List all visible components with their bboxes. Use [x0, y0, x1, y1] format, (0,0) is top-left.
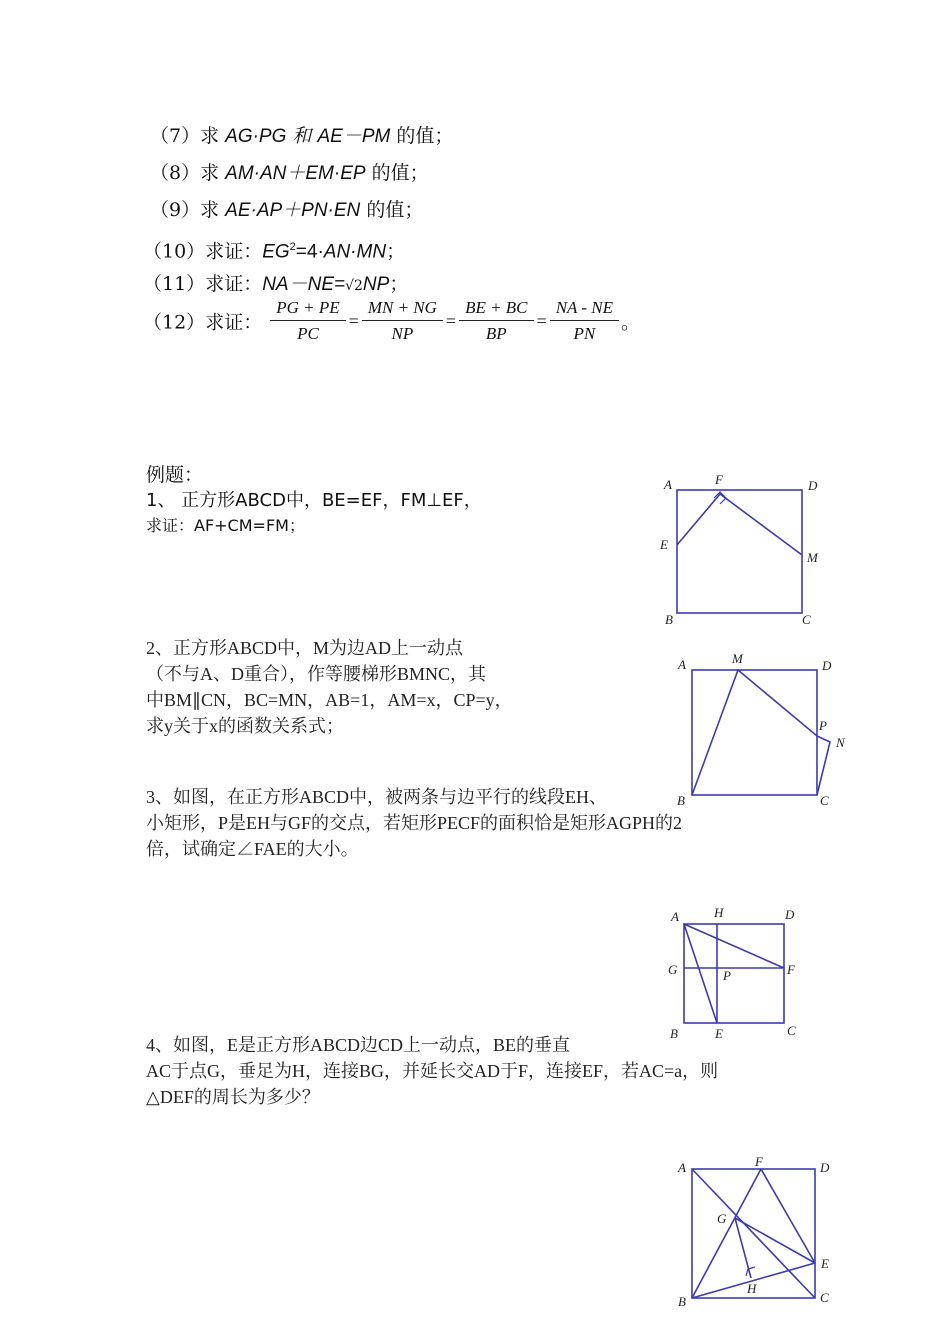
math-expression: NP: [362, 274, 390, 295]
label-h: H: [747, 1281, 757, 1296]
math-expression: =4·: [295, 241, 324, 263]
question-text: 的值；: [360, 199, 424, 221]
math-expression: EG: [262, 241, 290, 263]
math-expression: AG·PG: [225, 126, 287, 147]
question-text: 求: [200, 162, 226, 184]
question-text: 求证：: [205, 240, 263, 263]
math-expression: AM·AN＋EM·EP: [225, 163, 366, 184]
label-f: F: [787, 962, 795, 977]
label-g: G: [668, 962, 678, 977]
fraction-denominator: NP: [391, 324, 414, 343]
problem-4-line: AC于点G，垂足为H，连接BG，并延长交AD于F，连接EF，若AC=a，则: [146, 1061, 719, 1081]
label-d: D: [822, 658, 832, 673]
question-text: ；: [386, 240, 406, 263]
label-c: C: [787, 1023, 796, 1038]
question-12: [143, 298, 640, 344]
question-10: [143, 235, 405, 264]
question-text: 的值；: [390, 125, 454, 147]
sqrt-symbol: √2: [345, 278, 363, 294]
problem-2-line: （不与A、D重合），作等腰梯形BMNC，其: [146, 664, 487, 684]
label-e: E: [715, 1026, 723, 1041]
label-a: A: [678, 1160, 686, 1175]
problem-3-line: 3、如图，在正方形ABCD中，被两条与边平行的线段EH、: [146, 787, 608, 807]
label-g: G: [717, 1211, 727, 1226]
problem-1-line-2: 求证：AF+CM=FM；: [146, 516, 305, 535]
problem-2-line: 2、正方形ABCD中，M为边AD上一动点: [146, 638, 464, 658]
math-expression: AE·AP＋PN·EN: [225, 200, 361, 221]
diagonal-ac: [692, 1169, 815, 1298]
question-number: （8）: [150, 162, 201, 184]
problem-1-line-1: 1、 正方形ABCD中，BE=EF，FM⊥EF，: [146, 490, 482, 511]
label-m: M: [807, 550, 818, 565]
label-p: P: [723, 968, 731, 983]
label-b: B: [678, 1294, 686, 1309]
label-e: E: [821, 1256, 829, 1271]
math-expression: AN·MN: [323, 241, 387, 263]
question-11: [143, 272, 408, 298]
question-text: ；: [389, 273, 409, 295]
label-f: F: [755, 1154, 763, 1169]
fraction-denominator: PC: [297, 324, 319, 343]
fraction-2: [362, 298, 443, 344]
question-text: 求: [200, 125, 226, 147]
label-p: P: [819, 718, 827, 733]
question-8: [150, 161, 429, 186]
superscript: 2: [289, 241, 296, 253]
label-e: E: [660, 537, 668, 552]
label-d: D: [820, 1160, 830, 1175]
label-d: D: [808, 478, 818, 493]
math-expression: AE－PM: [317, 126, 391, 147]
label-b: B: [670, 1026, 678, 1041]
fraction-numerator: BE + BC: [459, 298, 533, 321]
label-c: C: [820, 793, 829, 808]
square-abcd: [692, 670, 817, 795]
examples-heading: 例题：: [146, 464, 204, 486]
label-d: D: [785, 907, 795, 922]
problem-4-line: 4、如图，E是正方形ABCD边CD上一动点，BE的垂直: [146, 1035, 571, 1055]
fraction-denominator: BP: [485, 324, 507, 343]
label-a: A: [671, 909, 679, 924]
trapezoid-bmnc: [692, 670, 830, 795]
figure-3-diagram: [660, 900, 810, 1045]
question-text: 求: [200, 199, 226, 221]
fraction-numerator: NA - NE: [550, 298, 619, 321]
label-b: B: [665, 612, 673, 627]
fraction-denominator: PN: [573, 324, 596, 343]
label-c: C: [820, 1290, 829, 1305]
problem-2: [146, 635, 513, 739]
fraction-3: [459, 298, 533, 344]
label-a: A: [664, 477, 672, 492]
label-m: M: [732, 651, 743, 666]
fraction-numerator: MN + NG: [362, 298, 443, 321]
question-text: 求证：: [205, 273, 263, 295]
question-text: 求证：: [205, 311, 263, 334]
line-ae: [684, 924, 717, 1023]
problem-4-line: △DEF的周长为多少？: [146, 1087, 320, 1107]
label-n: N: [836, 735, 845, 750]
lines-ef-fm: [677, 494, 802, 555]
label-f: F: [715, 472, 723, 487]
label-a: A: [678, 657, 686, 672]
figure-2-diagram: [670, 648, 860, 813]
problem-3-line: 倍，试确定∠FAE的大小。: [146, 839, 359, 859]
equals-sign: =: [445, 310, 457, 331]
question-9: [150, 198, 423, 223]
label-c: C: [802, 612, 811, 627]
figure-1-diagram: [650, 470, 840, 630]
figure-4-diagram: [665, 1150, 845, 1315]
question-number: （10）: [143, 240, 206, 263]
period: 。: [621, 311, 641, 334]
problem-3-line: 小矩形，P是EH与GF的交点，若矩形PECF的面积恰是矩形AGPH的2: [146, 813, 683, 833]
equals-sign: =: [348, 310, 359, 331]
fraction-4: [550, 298, 619, 344]
label-b: B: [677, 793, 685, 808]
question-7: [150, 124, 453, 149]
equals-sign: =: [536, 310, 547, 331]
question-number: （7）: [150, 125, 201, 147]
fraction-numerator: PG + PE: [270, 298, 345, 321]
line-bf: [692, 1169, 761, 1298]
math-expression: NA－NE=: [262, 274, 346, 295]
problem-3: [146, 784, 682, 862]
problem-2-line: 求y关于x的函数关系式；: [146, 716, 344, 736]
question-text: 和: [286, 125, 318, 147]
question-number: （12）: [143, 311, 206, 334]
fraction-1: [270, 298, 345, 344]
problem-4: [146, 1032, 718, 1110]
question-text: 的值；: [365, 162, 429, 184]
square-abcd: [684, 924, 784, 1023]
problem-2-line: 中BM∥CN，BC=MN，AB=1，AM=x，CP=y，: [146, 690, 513, 710]
question-number: （11）: [143, 273, 206, 295]
line-af: [684, 924, 784, 968]
question-number: （9）: [150, 199, 201, 221]
label-h: H: [714, 905, 724, 920]
